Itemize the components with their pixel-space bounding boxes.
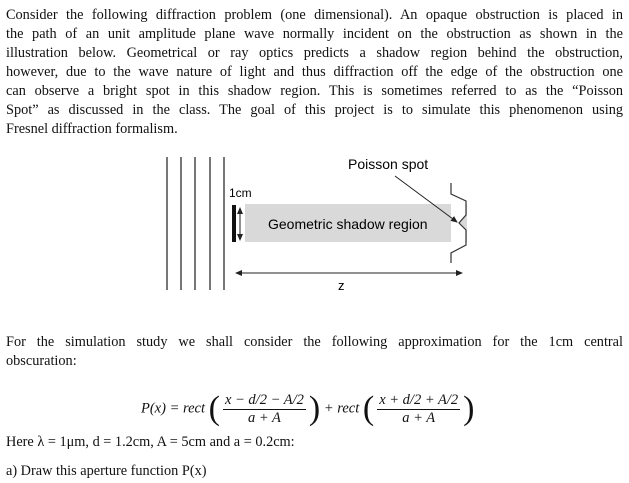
aperture-equation: P(x) = rect ( $\frac{x - d/2 - A/2}{a + A}$ ) + rect ( $\frac{x + d/2 + A/2}{a + A}$ ) [141,390,475,427]
eq-denominator-2: a + A [402,409,436,426]
text-line: illustration below. Geometrical or ray optics predicts a shadow region behind the obstruction, [6,45,623,61]
text-line: Consider the following diffraction problem (one dimensional). An opaque obstruction is placed in [6,7,623,23]
parameters-text: Here λ = 1μm, d = 1.2cm, A = 5cm and a = 0.2cm: [6,434,295,450]
text-line: obscuration: [6,353,77,369]
eq-denominator-1: a + A [247,409,281,426]
text-line: For the simulation study we shall consider the following approximation for the 1cm central [6,334,623,350]
obstruction [232,205,236,242]
text-line: Spot” as discussed in the class. The goal of this project is to simulate this phenomenon using [6,102,623,118]
size-label: 1cm [229,186,252,200]
task-a: a) Draw this aperture function P(x) [6,463,207,479]
text-line: can observe a bright spot in this shadow region. This is sometimes referred to as the “Poisson [6,83,623,99]
eq-plus: + rect [323,400,360,417]
text-line: the path of an unit amplitude plane wave normally incident on the obstruction as shown in the [6,26,623,42]
text-line: however, due to the wave nature of light and thus diffraction off the edge of the obstruction one [6,64,623,80]
eq-numerator-1: x − d/2 − A/2 [224,391,304,408]
plane-wavefronts [167,157,224,290]
shadow-label: Geometric shadow region [268,216,428,232]
text-line: Fresnel diffraction formalism. [6,121,178,137]
eq-numerator-2: x + d/2 + A/2 [379,391,459,408]
eq-lhs: P(x) = rect [141,400,205,417]
distance-label: z [338,278,345,293]
poisson-label: Poisson spot [348,156,429,172]
